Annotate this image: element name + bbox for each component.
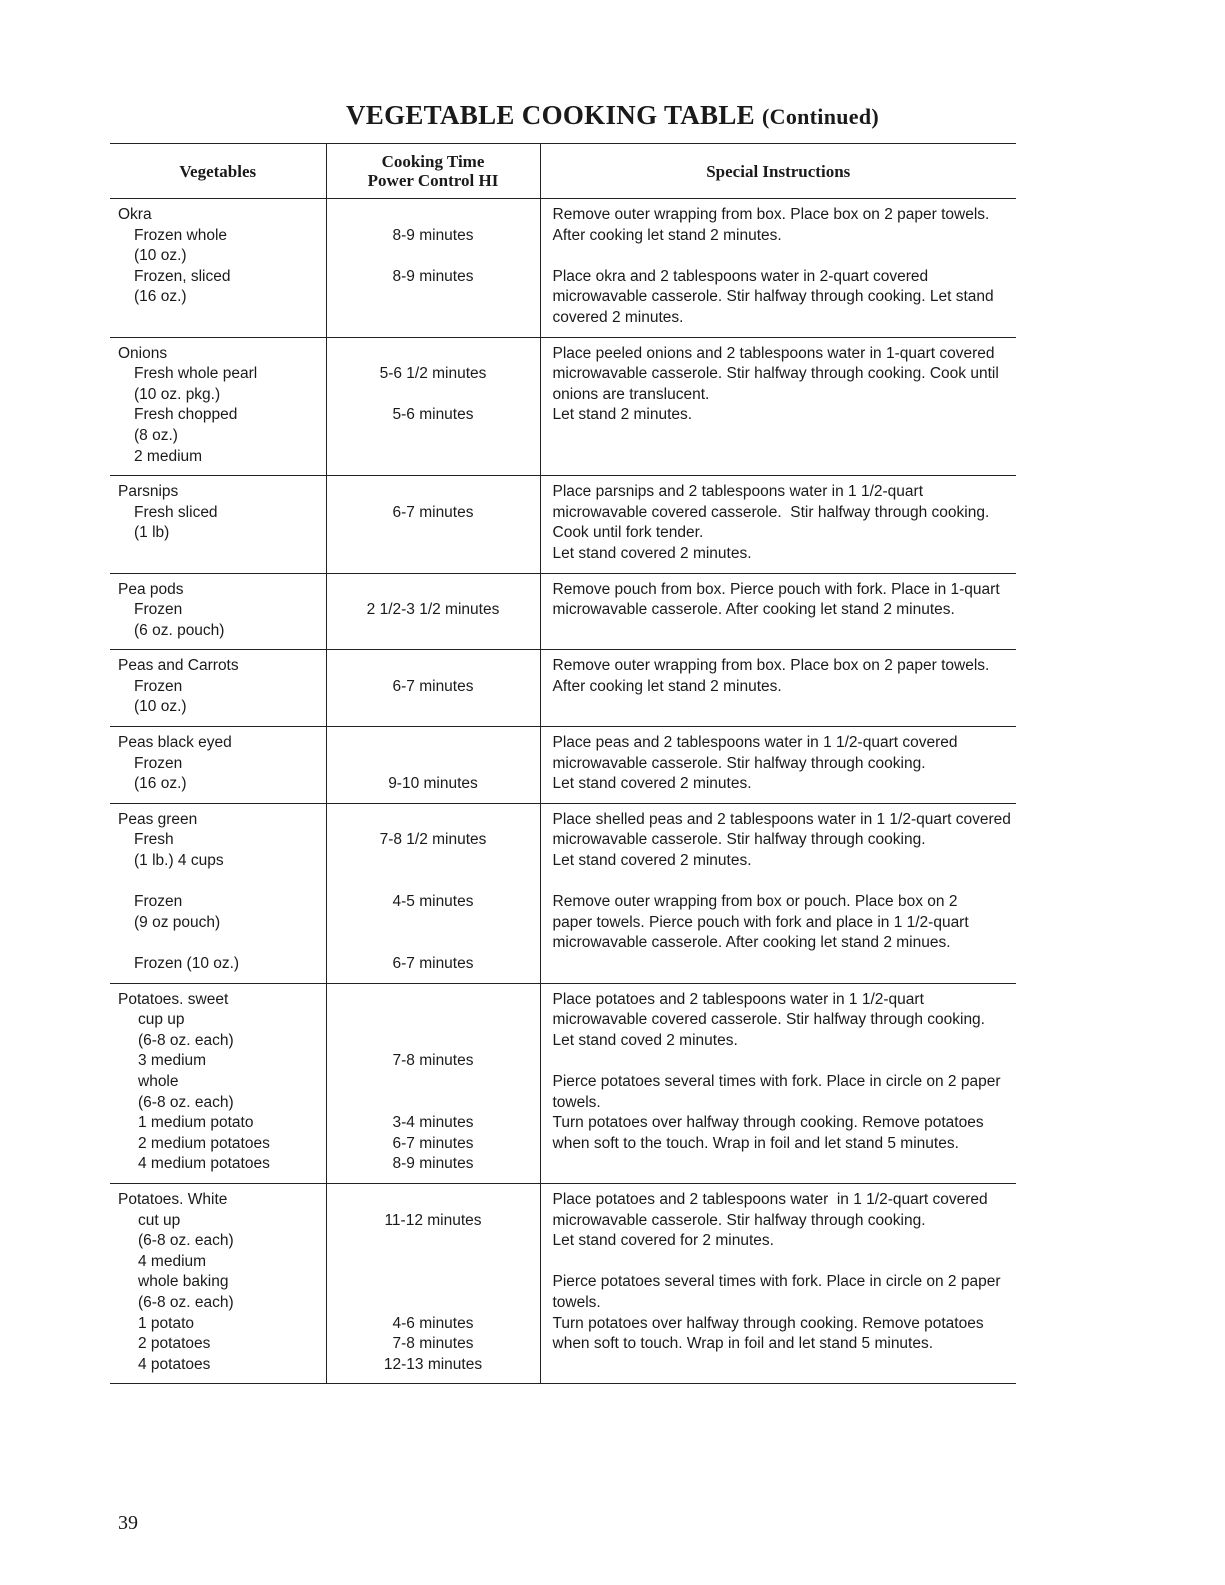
vegetable-line: Frozen, sliced <box>134 267 231 285</box>
cooking-time-line <box>327 1231 540 1252</box>
vegetable-line: (9 oz pouch) <box>134 913 221 931</box>
cooking-time-line <box>327 1031 540 1052</box>
cooking-time-line <box>327 246 540 267</box>
instructions-cell <box>540 727 1016 804</box>
instructions-line: microwavable casserole. Stir halfway through cooking. Cook until <box>552 365 999 383</box>
cooking-table-container <box>110 143 1016 1384</box>
cooking-time-line <box>327 656 540 677</box>
instructions-cell <box>540 803 1016 983</box>
vegetable-line: (1 lb) <box>134 524 170 542</box>
vegetable-line: (6-8 oz. each) <box>138 1232 234 1250</box>
cooking-time-line: 8-9 minutes <box>392 226 474 244</box>
cooking-time-cell <box>326 650 540 727</box>
vegetable-cell <box>110 573 326 650</box>
cooking-time-line <box>327 205 540 226</box>
instructions-line: Let stand covered 2 minutes. <box>552 544 752 562</box>
instructions-line: onions are translucent. <box>552 385 710 403</box>
vegetable-line: (10 oz.) <box>134 698 187 716</box>
cooking-time-line: 8-9 minutes <box>392 1155 474 1173</box>
instructions-line: microwavable casserole. After cooking let stand 2 minutes. <box>552 601 955 619</box>
cooking-time-line <box>327 733 540 754</box>
cooking-time-line: 11-12 minutes <box>384 1211 482 1229</box>
vegetable-line: Potatoes. White <box>118 1190 228 1208</box>
cooking-time-line: 5-6 minutes <box>392 406 474 424</box>
vegetable-cell <box>110 337 326 476</box>
vegetable-cell <box>110 983 326 1183</box>
instructions-line: Place parsnips and 2 tablespoons water in 1 1/2-quart <box>552 483 924 501</box>
vegetable-line: 2 potatoes <box>138 1335 211 1353</box>
instructions-line: microwavable covered casserole. Stir halfway through cooking. <box>552 503 990 521</box>
instructions-cell <box>540 1183 1016 1383</box>
header-cooking-time-line2: Power Control HI <box>367 171 499 190</box>
instructions-line: Let stand covered 2 minutes. <box>552 852 752 870</box>
cooking-time-line: 5-6 1/2 minutes <box>379 365 487 383</box>
table-row-parsnips <box>110 476 1016 573</box>
cooking-time-line <box>327 933 540 954</box>
instructions-line: Cook until fork tender. <box>552 524 704 542</box>
vegetable-line: (6 oz. pouch) <box>134 621 225 639</box>
instructions-line: Remove outer wrapping from box or pouch. Place box on 2 <box>552 893 958 911</box>
cooking-time-cell <box>326 199 540 338</box>
instructions-line: towels. <box>552 1093 601 1111</box>
vegetable-line: Frozen <box>134 893 183 911</box>
cooking-time-line: 4-6 minutes <box>392 1314 474 1332</box>
cooking-time-line: 4-5 minutes <box>392 893 474 911</box>
vegetable-line: Fresh whole pearl <box>134 365 258 383</box>
cooking-time-cell <box>326 573 540 650</box>
cooking-time-line <box>327 385 540 406</box>
cooking-time-line <box>327 697 540 718</box>
cooking-time-line <box>327 872 540 893</box>
cooking-time-line: 7-8 minutes <box>392 1052 474 1070</box>
cooking-time-line <box>327 344 540 365</box>
vegetable-cooking-table <box>110 143 1016 1384</box>
cooking-time-cell <box>326 803 540 983</box>
cooking-time-line: 6-7 minutes <box>392 1134 474 1152</box>
header-row <box>110 144 1016 199</box>
instructions-line: Place potatoes and 2 tablespoons water in 1 1/2-quart covered <box>552 1190 988 1208</box>
vegetable-cell <box>110 476 326 573</box>
cooking-time-line <box>327 426 540 447</box>
header-vegetables: Vegetables <box>110 144 326 199</box>
instructions-line: Pierce potatoes several times with fork. Place in circle on 2 paper <box>552 1072 1001 1090</box>
instructions-line: Pierce potatoes several times with fork. Place in circle on 2 paper <box>552 1273 1001 1291</box>
instructions-cell <box>540 650 1016 727</box>
header-cooking-time <box>326 144 540 199</box>
cooking-time-cell <box>326 727 540 804</box>
vegetable-line: (6-8 oz. each) <box>138 1031 234 1049</box>
vegetable-line: 1 potato <box>138 1314 195 1332</box>
instructions-line: microwavable casserole. Stir halfway through cooking. <box>552 1211 926 1229</box>
cooking-time-line: 12-13 minutes <box>383 1355 483 1373</box>
header-cooking-time-line1: Cooking Time <box>381 152 485 171</box>
vegetable-line: Frozen <box>134 677 183 695</box>
vegetable-line: Frozen whole <box>134 226 228 244</box>
vegetable-line <box>118 872 326 893</box>
instructions-line <box>553 1051 1011 1072</box>
page-title <box>0 100 1225 131</box>
cooking-time-line: 6-7 minutes <box>392 955 474 972</box>
vegetable-line: cut up <box>138 1211 181 1229</box>
cooking-time-line <box>327 1010 540 1031</box>
instructions-line: microwavable casserole. Stir halfway through cooking. Let stand <box>552 288 994 306</box>
vegetable-line: 3 medium <box>138 1052 207 1070</box>
instructions-line: towels. <box>552 1293 601 1311</box>
instructions-cell <box>540 983 1016 1183</box>
vegetable-cell <box>110 803 326 983</box>
vegetable-line: whole baking <box>138 1273 229 1291</box>
instructions-line: Place potatoes and 2 tablespoons water in 1 1/2-quart <box>552 990 924 1008</box>
cooking-time-line <box>327 482 540 503</box>
cooking-time-line: 6-7 minutes <box>392 677 474 695</box>
vegetable-line: (6-8 oz. each) <box>138 1093 234 1111</box>
instructions-line <box>553 246 1011 267</box>
vegetable-line: Parsnips <box>118 483 179 501</box>
instructions-cell <box>540 199 1016 338</box>
instructions-line: covered 2 minutes. <box>552 308 684 326</box>
cooking-time-line: 9-10 minutes <box>388 775 478 793</box>
vegetable-line: cup up <box>138 1011 185 1029</box>
vegetable-line: 4 potatoes <box>138 1355 211 1373</box>
table-row-peas-and-carrots <box>110 650 1016 727</box>
instructions-cell <box>540 476 1016 573</box>
vegetable-line <box>118 933 326 954</box>
instructions-line <box>553 872 1011 893</box>
cooking-time-line <box>327 990 540 1011</box>
instructions-line: microwavable covered casserole. Stir halfway through cooking. <box>552 1011 985 1029</box>
vegetable-line: (8 oz.) <box>134 426 178 444</box>
table-body <box>110 199 1016 1384</box>
cooking-time-line <box>327 1190 540 1211</box>
cooking-time-line: 2 1/2-3 1/2 minutes <box>366 601 500 619</box>
vegetable-line: Frozen (10 oz.) <box>134 955 240 972</box>
cooking-time-line <box>327 851 540 872</box>
instructions-line: when soft to touch. Wrap in foil and let stand 5 minutes. <box>552 1335 934 1353</box>
vegetable-line: Fresh sliced <box>134 503 218 521</box>
vegetable-line: Fresh chopped <box>134 406 238 424</box>
instructions-line: Let stand 2 minutes. <box>552 406 693 424</box>
vegetable-line: (1 lb.) 4 cups <box>134 852 224 870</box>
instructions-line: Remove outer wrapping from box. Place box on 2 paper towels. <box>552 206 990 223</box>
cooking-time-line <box>327 580 540 601</box>
instructions-line: microwavable casserole. Stir halfway through cooking. <box>552 831 926 849</box>
vegetable-line: (10 oz.) <box>134 247 187 265</box>
cooking-time-line <box>327 1093 540 1114</box>
cooking-time-line <box>327 913 540 934</box>
instructions-line: After cooking let stand 2 minutes. <box>552 677 782 695</box>
vegetable-line: Pea pods <box>118 580 184 598</box>
cooking-time-line <box>327 1272 540 1293</box>
page-number: 39 <box>118 1512 138 1534</box>
instructions-line: Let stand covered 2 minutes. <box>552 775 752 793</box>
vegetable-line: 4 medium potatoes <box>138 1155 270 1173</box>
table-row-peas-green <box>110 803 1016 983</box>
cooking-time-line <box>327 810 540 831</box>
vegetable-line: 1 medium potato <box>138 1114 254 1132</box>
instructions-line: Turn potatoes over halfway through cooking. Remove potatoes <box>552 1314 984 1332</box>
vegetable-line: Fresh <box>134 831 174 849</box>
cooking-time-line <box>327 287 540 308</box>
cooking-time-cell <box>326 1183 540 1383</box>
instructions-line: Remove pouch from box. Pierce pouch with fork. Place in 1-quart <box>552 580 1000 598</box>
table-row-onions <box>110 337 1016 476</box>
table-row-okra <box>110 199 1016 338</box>
vegetable-cell <box>110 727 326 804</box>
vegetable-line: Frozen <box>134 601 183 619</box>
vegetable-line: Peas black eyed <box>118 734 232 752</box>
instructions-line: Place okra and 2 tablespoons water in 2-quart covered <box>552 267 929 285</box>
vegetable-line: 2 medium potatoes <box>138 1134 270 1152</box>
vegetable-line: Okra <box>118 206 152 223</box>
table-row-peas-black-eyed <box>110 727 1016 804</box>
cooking-time-line: 8-9 minutes <box>392 267 474 285</box>
instructions-line: paper towels. Pierce pouch with fork and place in 1 1/2-quart <box>552 913 969 931</box>
instructions-line: microwavable casserole. Stir halfway through cooking. <box>552 754 926 772</box>
header-special-instructions: Special Instructions <box>540 144 1016 199</box>
vegetable-line: (6-8 oz. each) <box>138 1293 234 1311</box>
instructions-cell <box>540 337 1016 476</box>
cooking-time-line <box>327 1293 540 1314</box>
cooking-time-cell <box>326 476 540 573</box>
instructions-line: microwavable casserole. After cooking let stand 2 minues. <box>552 934 951 952</box>
table-row-pea-pods <box>110 573 1016 650</box>
table-row-potatoes-sweet <box>110 983 1016 1183</box>
cooking-time-line <box>327 523 540 544</box>
instructions-line: Place shelled peas and 2 tablespoons water in 1 1/2-quart covered <box>552 810 1011 828</box>
page-title-main: VEGETABLE COOKING TABLE <box>345 100 755 130</box>
cooking-time-line <box>327 447 540 468</box>
table-row-potatoes-white <box>110 1183 1016 1383</box>
vegetable-line: Frozen <box>134 754 183 772</box>
cooking-time-line <box>327 1252 540 1273</box>
vegetable-line: (10 oz. pkg.) <box>134 385 221 403</box>
cooking-time-line: 7-8 1/2 minutes <box>379 831 487 849</box>
cooking-time-line <box>327 754 540 775</box>
vegetable-cell <box>110 650 326 727</box>
vegetable-line: Peas green <box>118 810 198 828</box>
instructions-line: Place peeled onions and 2 tablespoons water in 1-quart covered <box>552 344 995 362</box>
cooking-time-line <box>327 621 540 642</box>
vegetable-line: (16 oz.) <box>134 775 187 793</box>
instructions-line: Remove outer wrapping from box. Place box on 2 paper towels. <box>552 657 990 675</box>
vegetable-cell <box>110 199 326 338</box>
vegetable-line: (16 oz.) <box>134 288 187 306</box>
instructions-line: Turn potatoes over halfway through cooking. Remove potatoes <box>552 1114 984 1132</box>
cooking-time-cell <box>326 983 540 1183</box>
vegetable-line: Potatoes. sweet <box>118 990 229 1008</box>
instructions-line: Place peas and 2 tablespoons water in 1 1/2-quart covered <box>552 734 958 752</box>
cooking-time-cell <box>326 337 540 476</box>
table-header <box>110 144 1016 199</box>
instructions-line: Let stand covered for 2 minutes. <box>552 1232 774 1250</box>
vegetable-line: Onions <box>118 344 168 362</box>
vegetable-line: Peas and Carrots <box>118 657 239 675</box>
instructions-cell <box>540 573 1016 650</box>
vegetable-line: 4 medium <box>138 1252 207 1270</box>
vegetable-cell <box>110 1183 326 1383</box>
cooking-time-line: 6-7 minutes <box>392 503 474 521</box>
cooking-time-line: 7-8 minutes <box>392 1335 474 1353</box>
page-title-suffix: (Continued) <box>762 104 880 129</box>
cooking-time-line <box>327 1072 540 1093</box>
instructions-line: when soft to the touch. Wrap in foil and let stand 5 minutes. <box>552 1134 959 1152</box>
cooking-time-line: 3-4 minutes <box>392 1114 474 1132</box>
vegetable-line: 2 medium <box>134 447 203 465</box>
instructions-line: After cooking let stand 2 minutes. <box>552 226 782 244</box>
instructions-line <box>553 1252 1011 1273</box>
instructions-line: Let stand coved 2 minutes. <box>552 1031 738 1049</box>
vegetable-line: whole <box>138 1072 179 1090</box>
